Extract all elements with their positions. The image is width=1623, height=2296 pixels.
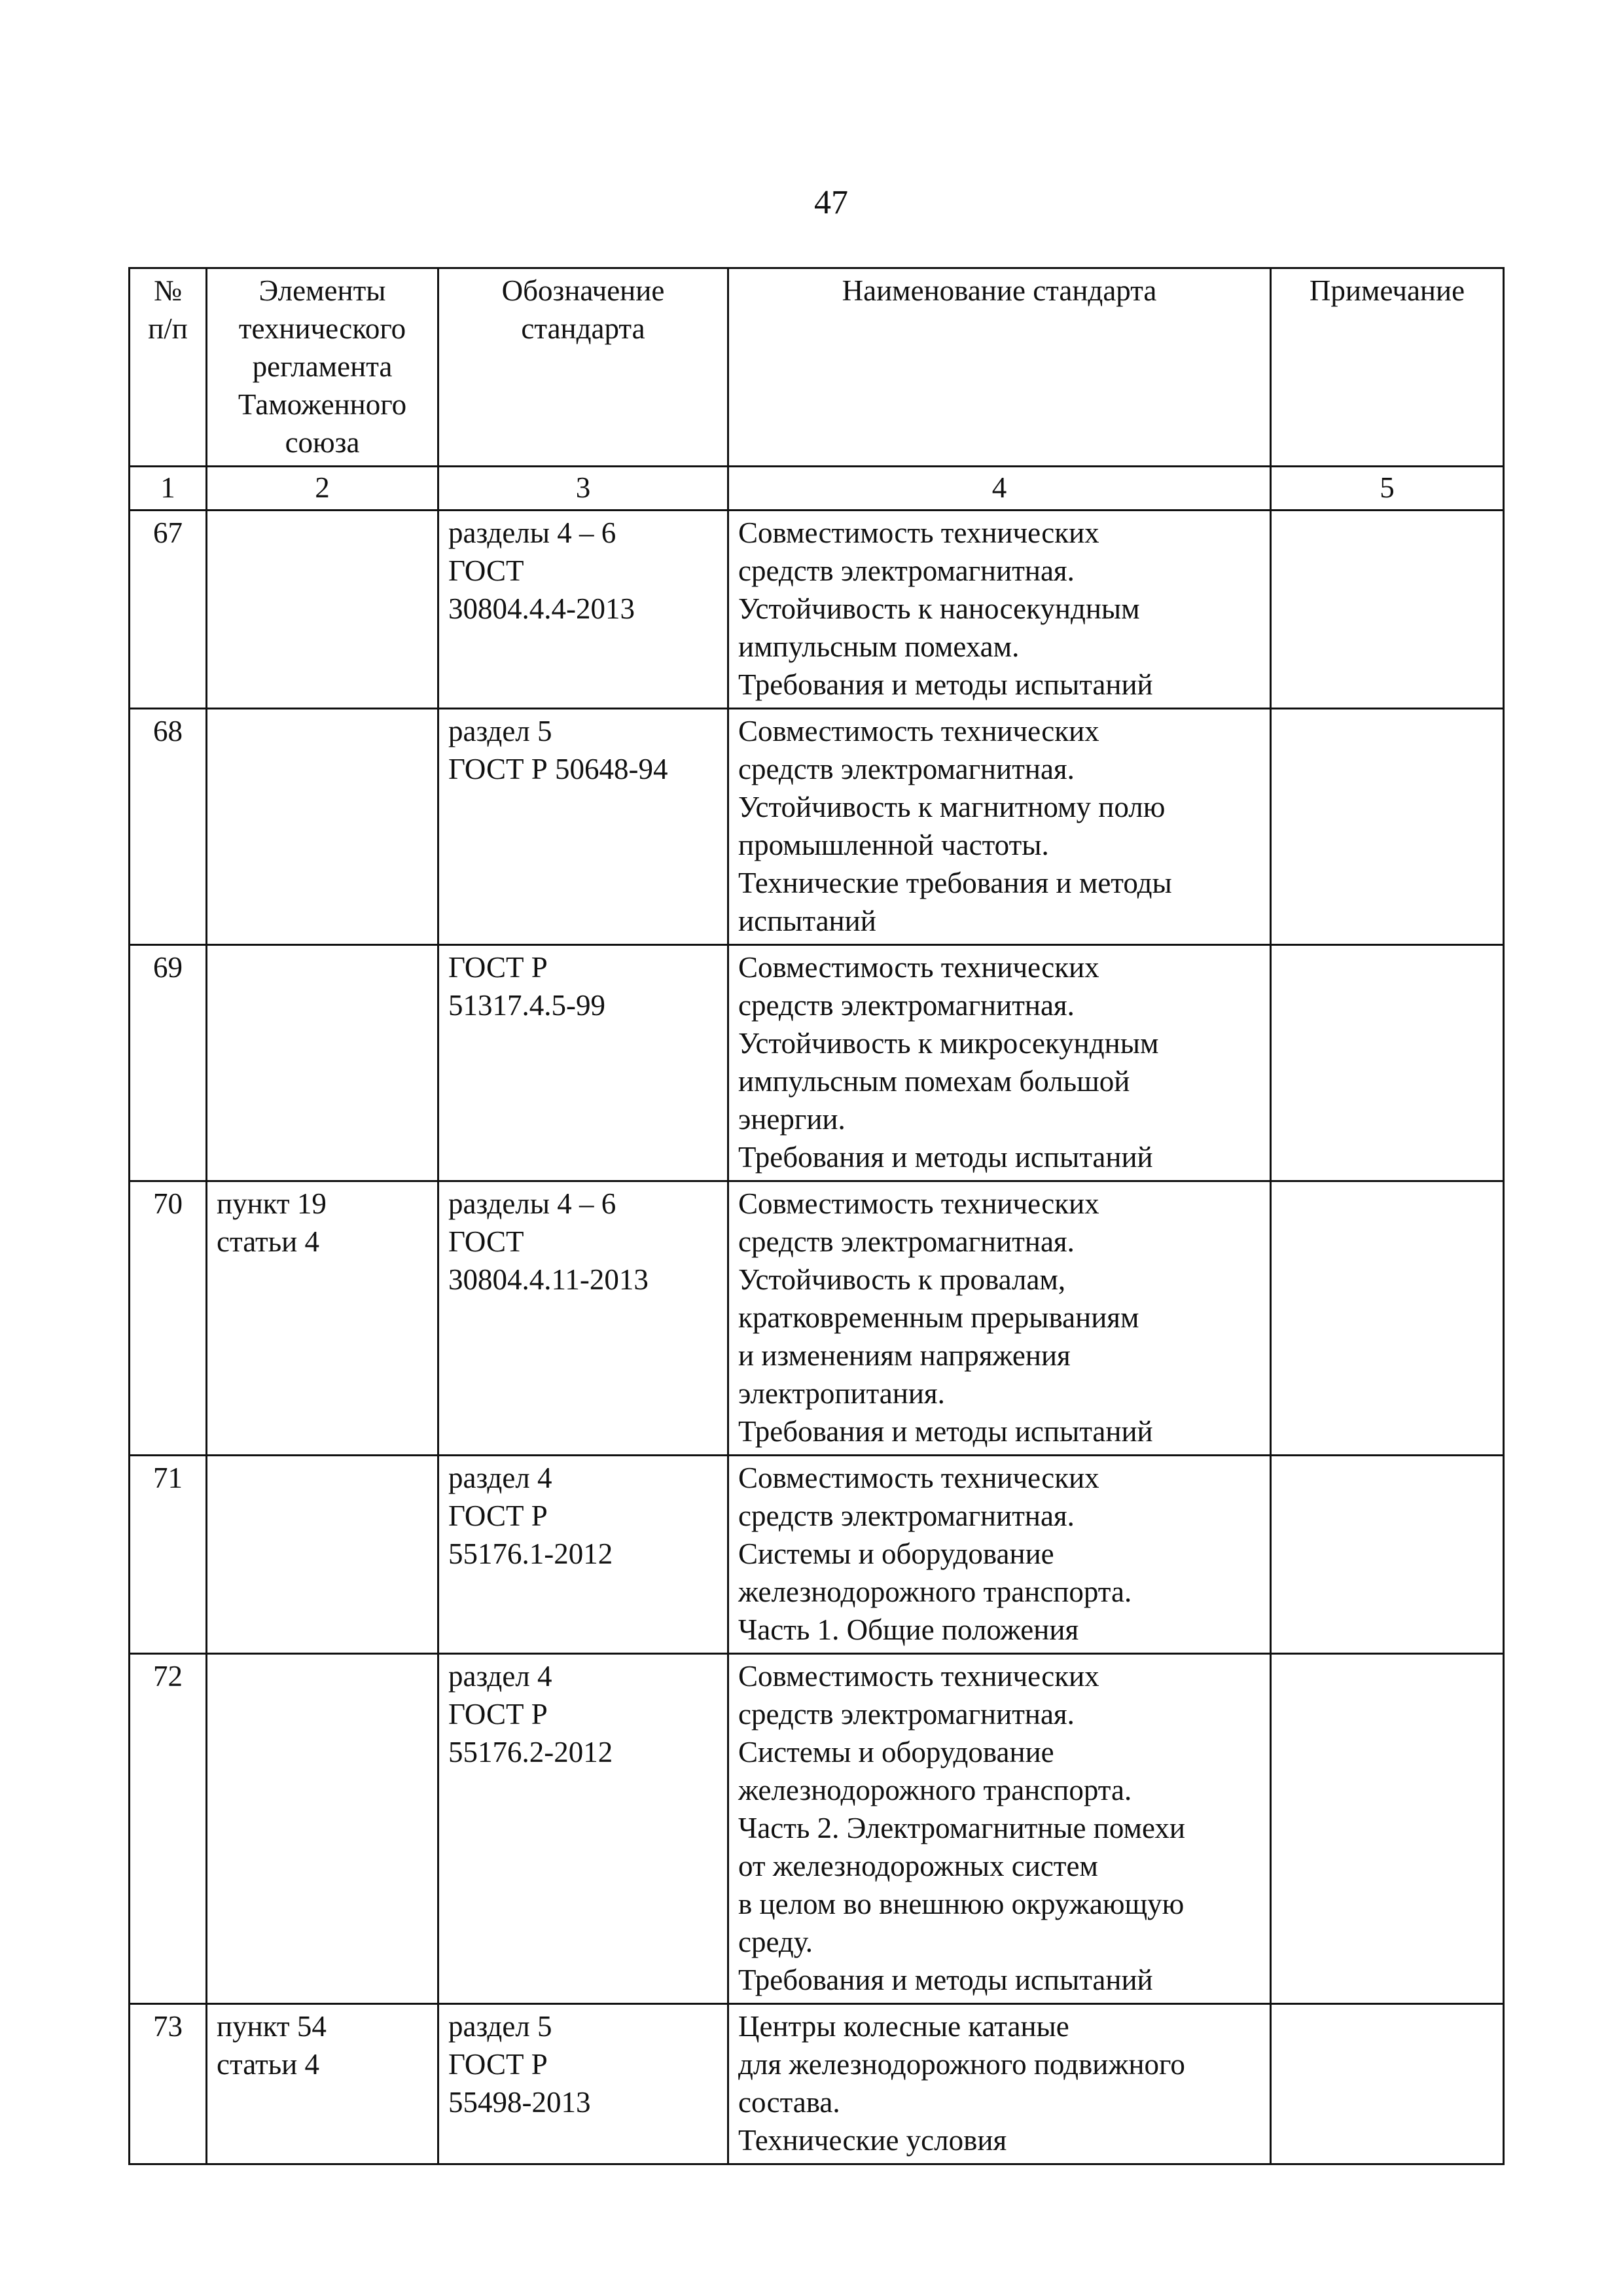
header-num: № п/п [130, 268, 207, 467]
column-index-1: 1 [130, 467, 207, 511]
row-standard-name: Совместимость технических средств электромагнитная. Системы и оборудование железнодорожного транспорта. Часть 1. Общие положения [728, 1456, 1271, 1654]
column-index-4: 4 [728, 467, 1271, 511]
row-note [1271, 1181, 1504, 1456]
row-element: пункт 54 статьи 4 [207, 2004, 438, 2164]
row-designation: ГОСТ Р 51317.4.5-99 [438, 945, 728, 1181]
row-standard-name: Совместимость технических средств электромагнитная. Устойчивость к микросекундным импульсным помехам большой энергии. Требования и методы испытаний [728, 945, 1271, 1181]
row-note [1271, 709, 1504, 945]
header-name: Наименование стандарта [728, 268, 1271, 467]
row-standard-name: Совместимость технических средств электромагнитная. Устойчивость к провалам, кратковременным прерываниям и изменениям напряжения электропитания. Требования и методы испытаний [728, 1181, 1271, 1456]
table-row [130, 1181, 1504, 1456]
table-row [130, 1456, 1504, 1654]
row-note [1271, 945, 1504, 1181]
header-designation: Обозначение стандарта [438, 268, 728, 467]
row-element [207, 1456, 438, 1654]
row-standard-name: Совместимость технических средств электромагнитная. Системы и оборудование железнодорожного транспорта. Часть 2. Электромагнитные помехи от железнодорожных систем в целом во внешнюю окружающую среду. Требования и методы испытаний [728, 1654, 1271, 2004]
row-number: 71 [130, 1456, 207, 1654]
row-standard-name: Совместимость технических средств электромагнитная. Устойчивость к наносекундным импульсным помехам. Требования и методы испытаний [728, 511, 1271, 709]
header-note: Примечание [1271, 268, 1504, 467]
row-standard-name: Центры колесные катаные для железнодорожного подвижного состава. Технические условия [728, 2004, 1271, 2164]
row-designation: раздел 4 ГОСТ Р 55176.1-2012 [438, 1456, 728, 1654]
table-row [130, 709, 1504, 945]
column-index-row [130, 467, 1504, 511]
row-number: 69 [130, 945, 207, 1181]
row-element [207, 511, 438, 709]
row-number: 72 [130, 1654, 207, 2004]
table-row [130, 2004, 1504, 2164]
row-designation: раздел 5 ГОСТ Р 55498-2013 [438, 2004, 728, 2164]
table-row [130, 945, 1504, 1181]
page-number: 47 [814, 184, 848, 221]
header-row [130, 268, 1504, 467]
row-designation: раздел 4 ГОСТ Р 55176.2-2012 [438, 1654, 728, 2004]
row-number: 67 [130, 511, 207, 709]
standards-table [128, 267, 1505, 2165]
row-element: пункт 19 статьи 4 [207, 1181, 438, 1456]
table-body [130, 511, 1504, 2164]
row-standard-name: Совместимость технических средств электромагнитная. Устойчивость к магнитному полю промышленной частоты. Технические требования и методы испытаний [728, 709, 1271, 945]
row-number: 73 [130, 2004, 207, 2164]
row-designation: раздел 5 ГОСТ Р 50648-94 [438, 709, 728, 945]
column-index-3: 3 [438, 467, 728, 511]
header-elements: Элементы технического регламента Таможенного союза [207, 268, 438, 467]
row-element [207, 945, 438, 1181]
table-row [130, 511, 1504, 709]
row-note [1271, 1654, 1504, 2004]
column-index-5: 5 [1271, 467, 1504, 511]
row-number: 68 [130, 709, 207, 945]
row-note [1271, 511, 1504, 709]
row-element [207, 709, 438, 945]
row-designation: разделы 4 – 6 ГОСТ 30804.4.4-2013 [438, 511, 728, 709]
row-note [1271, 1456, 1504, 1654]
column-index-2: 2 [207, 467, 438, 511]
row-note [1271, 2004, 1504, 2164]
row-element [207, 1654, 438, 2004]
row-designation: разделы 4 – 6 ГОСТ 30804.4.11-2013 [438, 1181, 728, 1456]
table-row [130, 1654, 1504, 2004]
row-number: 70 [130, 1181, 207, 1456]
